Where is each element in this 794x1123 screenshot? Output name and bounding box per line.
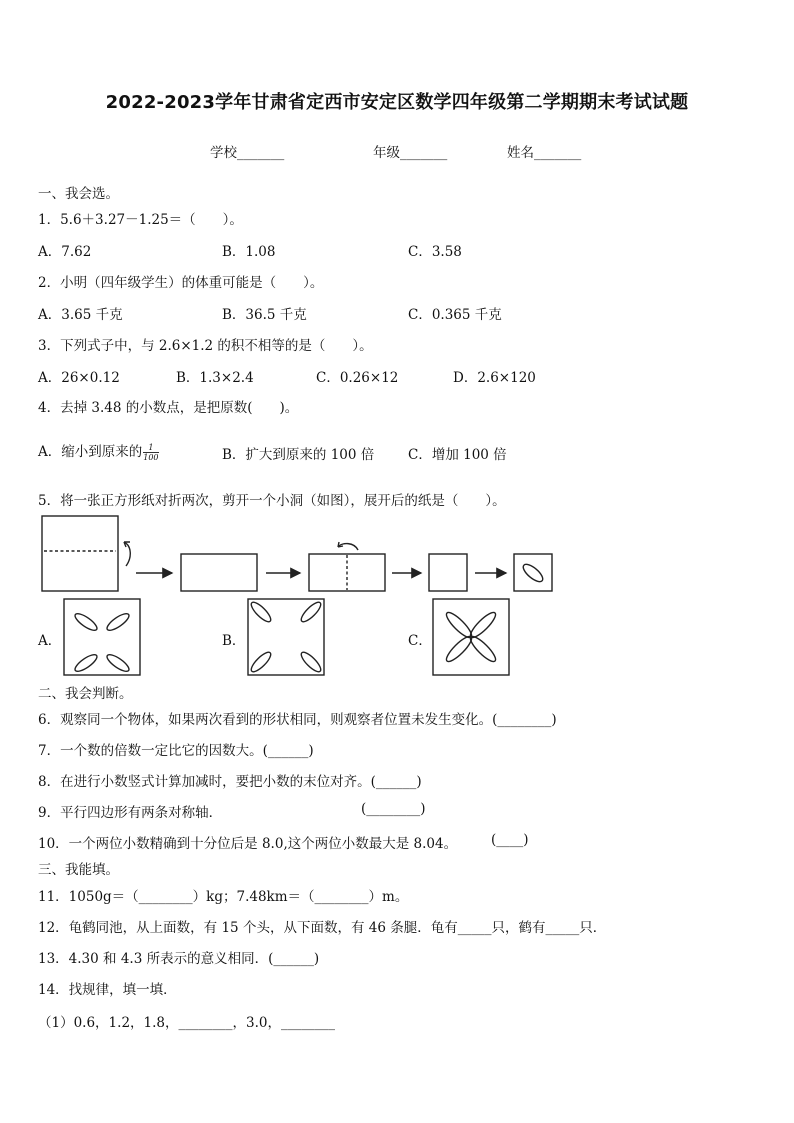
question-8: 8．在进行小数竖式计算加减时，要把小数的末位对齐。(______) xyxy=(38,774,422,790)
fold-step-cut-square xyxy=(514,554,552,591)
question-11: 11．1050g＝（________）kg；7.48km＝（________）m。 xyxy=(38,889,409,905)
question-12: 12．龟鹤同池，从上面数，有 15 个头，从下面数，有 46 条腿．龟有_____只，鹤有_____只． xyxy=(38,920,607,936)
question-3-stem: 3．下列式子中，与 2.6×1.2 的积不相等的是（ ）。 xyxy=(38,338,373,354)
question-14-part-1: （1）0.6，1.2，1.8，________，3.0，________ xyxy=(38,1015,335,1031)
q4-option-c[interactable]: C．增加 100 倍 xyxy=(408,447,507,463)
school-field[interactable]: 学校_______ xyxy=(210,145,285,161)
page-title: 2022-2023学年甘肃省定西市安定区数学四年级第二学期期末考试试题 xyxy=(105,92,689,113)
option-a-figure xyxy=(64,599,140,675)
q2-option-a[interactable]: A．3.65 千克 xyxy=(38,307,123,323)
q1-option-a[interactable]: A．7.62 xyxy=(38,244,92,260)
question-2-stem: 2．小明（四年级学生）的体重可能是（ ）。 xyxy=(38,275,324,291)
question-13: 13．4.30 和 4.3 所表示的意义相同．(______) xyxy=(38,951,320,967)
q3-option-d[interactable]: D．2.6×120 xyxy=(453,370,536,386)
section1-heading: 一、我会选。 xyxy=(38,186,119,202)
q5-option-c[interactable]: C． xyxy=(408,633,432,649)
q3-option-c[interactable]: C．0.26×12 xyxy=(316,370,399,386)
section2-heading: 二、我会判断。 xyxy=(38,686,133,702)
question-9-blank[interactable]: (________) xyxy=(361,801,426,817)
question-10: 10．一个两位小数精确到十分位后是 8.0,这个两位小数最大是 8.04。 xyxy=(38,836,458,852)
q1-option-b[interactable]: B．1.08 xyxy=(222,244,276,260)
fraction-numerator: 1 xyxy=(143,443,158,453)
question-4-stem: 4．去掉 3.48 的小数点，是把原数( )。 xyxy=(38,400,299,416)
question-7: 7．一个数的倍数一定比它的因数大。(______) xyxy=(38,743,314,759)
q2-option-b[interactable]: B．36.5 千克 xyxy=(222,307,307,323)
q4-option-b[interactable]: B．扩大到原来的 100 倍 xyxy=(222,447,375,463)
grade-field[interactable]: 年级_______ xyxy=(373,145,448,161)
q1-option-c[interactable]: C．3.58 xyxy=(408,244,462,260)
name-field[interactable]: 姓名_______ xyxy=(507,145,582,161)
fraction-denominator: 100 xyxy=(143,453,159,462)
fold-step-small-square xyxy=(429,554,467,591)
question-1-stem: 1．5.6＋3.27－1.25＝（ ）。 xyxy=(38,212,243,228)
question-9: 9．平行四边形有两条对称轴． xyxy=(38,805,223,821)
fold-step-square xyxy=(42,516,118,591)
question-10-blank[interactable]: (____) xyxy=(491,832,529,848)
q5-option-b[interactable]: B． xyxy=(222,633,246,649)
question-5-stem: 5．将一张正方形纸对折两次，剪开一个小洞（如图），展开后的纸是（ ）。 xyxy=(38,493,506,509)
option-b-figure xyxy=(248,599,324,675)
q3-option-b[interactable]: B．1.3×2.4 xyxy=(176,370,254,386)
cut-hole xyxy=(521,561,546,584)
q5-option-a[interactable]: A． xyxy=(38,633,62,649)
section3-heading: 三、我能填。 xyxy=(38,862,119,878)
question-14: 14．找规律，填一填． xyxy=(38,982,177,998)
q2-option-c[interactable]: C．0.365 千克 xyxy=(408,307,502,323)
fold-step-rectangle xyxy=(181,554,257,591)
q3-option-a[interactable]: A．26×0.12 xyxy=(38,370,120,386)
q4-option-a-text: A．缩小到原来的 xyxy=(38,444,143,460)
question-6: 6．观察同一个物体，如果两次看到的形状相同，则观察者位置未发生变化。(________) xyxy=(38,712,557,728)
